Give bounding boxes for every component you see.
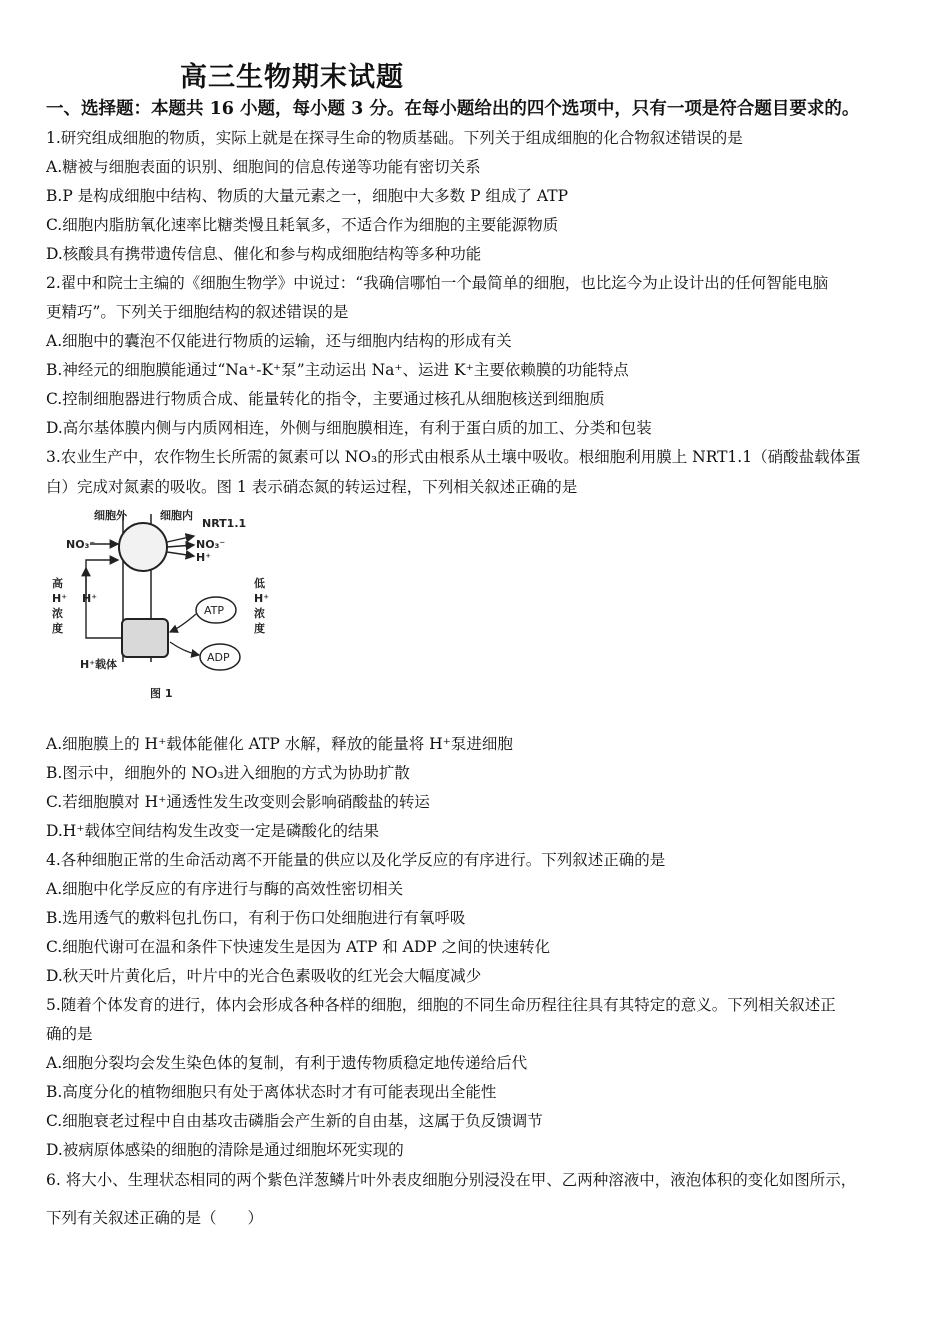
q3-option-a: A.细胞膜上的 H⁺载体能催化 ATP 水解，释放的能量将 H⁺泵进细胞	[46, 735, 513, 753]
q6-stem-line1: 6. 将大小、生理状态相同的两个紫色洋葱鳞片叶外表皮细胞分别浸没在甲、乙两种溶液中，液泡体积的变化如图所示，	[46, 1171, 857, 1189]
q4-option-b: B.选用透气的敷料包扎伤口，有利于伤口处细胞进行有氧呼吸	[46, 909, 466, 927]
q1-option-c: C.细胞内脂肪氧化速率比糖类慢且耗氧多，不适合作为细胞的主要能源物质	[46, 216, 559, 234]
label-low-1: 低	[254, 577, 265, 590]
q2-option-c: C.控制细胞器进行物质合成、能量转化的指令，主要通过核孔从细胞核送到细胞质	[46, 390, 605, 408]
label-h-arrow: H⁺	[82, 592, 98, 605]
label-h-carrier: H⁺载体	[80, 658, 118, 671]
q1-option-b: B.P 是构成细胞中结构、物质的大量元素之一，细胞中大多数 P 组成了 ATP	[46, 187, 568, 205]
q5-option-d: D.被病原体感染的细胞的清除是通过细胞坏死实现的	[46, 1141, 404, 1159]
label-outside: 细胞外	[94, 509, 127, 522]
q3-stem-line1: 3.农业生产中，农作物生长所需的氮素可以 NO₃的形式由根系从土壤中吸收。根细胞利用膜上 NRT1.1（硝酸盐载体蛋	[46, 448, 861, 466]
q4-stem: 4.各种细胞正常的生命活动离不开能量的供应以及化学反应的有序进行。下列叙述正确的是	[46, 851, 666, 869]
q3-option-b: B.图示中，细胞外的 NO₃进入细胞的方式为协助扩散	[46, 764, 410, 782]
atp-label: ATP	[204, 604, 225, 617]
q6-stem-line2: 下列有关叙述正确的是（ ）	[46, 1209, 264, 1227]
figure-1-diagram	[46, 502, 286, 712]
q1-option-a: A.糖被与细胞表面的识别、细胞间的信息传递等功能有密切关系	[46, 158, 481, 176]
label-low-4: 度	[254, 622, 265, 635]
q2-stem-line1: 2.翟中和院士主编的《细胞生物学》中说过：“我确信哪怕一个最简单的细胞，也比迄今为止设计出的任何智能电脑	[46, 274, 829, 292]
q2-option-b: B.神经元的细胞膜能通过“Na⁺-K⁺泵”主动运出 Na⁺、运进 K⁺主要依赖膜的功能特点	[46, 361, 629, 379]
label-low-2: H⁺	[254, 592, 270, 605]
q1-option-d: D.核酸具有携带遗传信息、催化和参与构成细胞结构等多种功能	[46, 245, 482, 263]
q1-stem: 1.研究组成细胞的物质，实际上就是在探寻生命的物质基础。下列关于组成细胞的化合物叙述错误的是	[46, 129, 743, 147]
section-heading: 一、选择题：本题共 16 小题，每小题 3 分。在每小题给出的四个选项中，只有一项是符合题目要求的。	[46, 99, 860, 119]
label-high-1: 高	[52, 577, 63, 590]
q2-option-d: D.高尔基体膜内侧与内质网相连，外侧与细胞膜相连，有利于蛋白质的加工、分类和包装	[46, 419, 652, 437]
adp-label: ADP	[207, 651, 230, 664]
label-high-3: 浓	[52, 607, 63, 620]
figure-caption: 图 1	[150, 687, 173, 700]
q3-option-d: D.H⁺载体空间结构发生改变一定是磷酸化的结果	[46, 822, 380, 840]
nrt-transporter	[119, 523, 167, 571]
q5-option-b: B.高度分化的植物细胞只有处于离体状态时才有可能表现出全能性	[46, 1083, 497, 1101]
label-low-3: 浓	[254, 607, 265, 620]
label-high-4: 度	[52, 622, 63, 635]
label-inside: 细胞内	[160, 509, 193, 522]
q5-stem-line1: 5.随着个体发育的进行，体内会形成各种各样的细胞，细胞的不同生命历程往往具有其特定的意义。下列相关叙述正	[46, 996, 836, 1014]
q2-option-a: A.细胞中的囊泡不仅能进行物质的运输，还与细胞内结构的形成有关	[46, 332, 512, 350]
q5-option-c: C.细胞衰老过程中自由基攻击磷脂会产生新的自由基，这属于负反馈调节	[46, 1112, 543, 1130]
label-no3-inside: NO₃⁻	[196, 538, 226, 551]
page-title: 高三生物期末试题	[180, 62, 404, 93]
q5-option-a: A.细胞分裂均会发生染色体的复制，有利于遗传物质稳定地传递给后代	[46, 1054, 528, 1072]
label-nrt: NRT1.1	[202, 517, 247, 530]
q5-stem-line2: 确的是	[46, 1025, 93, 1043]
q2-stem-line2: 更精巧”。下列关于细胞结构的叙述错误的是	[46, 303, 349, 321]
q4-option-c: C.细胞代谢可在温和条件下快速发生是因为 ATP 和 ADP 之间的快速转化	[46, 938, 551, 956]
h-carrier-box	[122, 619, 168, 657]
q4-option-a: A.细胞中化学反应的有序进行与酶的高效性密切相关	[46, 880, 404, 898]
q3-stem-line2: 白）完成对氮素的吸收。图 1 表示硝态氮的转运过程，下列相关叙述正确的是	[46, 478, 578, 496]
q4-option-d: D.秋天叶片黄化后，叶片中的光合色素吸收的红光会大幅度减少	[46, 967, 482, 985]
q3-option-c: C.若细胞膜对 H⁺通透性发生改变则会影响硝酸盐的转运	[46, 793, 430, 811]
label-h-inside: H⁺	[196, 551, 212, 564]
label-high-2: H⁺	[52, 592, 68, 605]
label-no3-outside: NO₃⁻	[66, 538, 96, 551]
